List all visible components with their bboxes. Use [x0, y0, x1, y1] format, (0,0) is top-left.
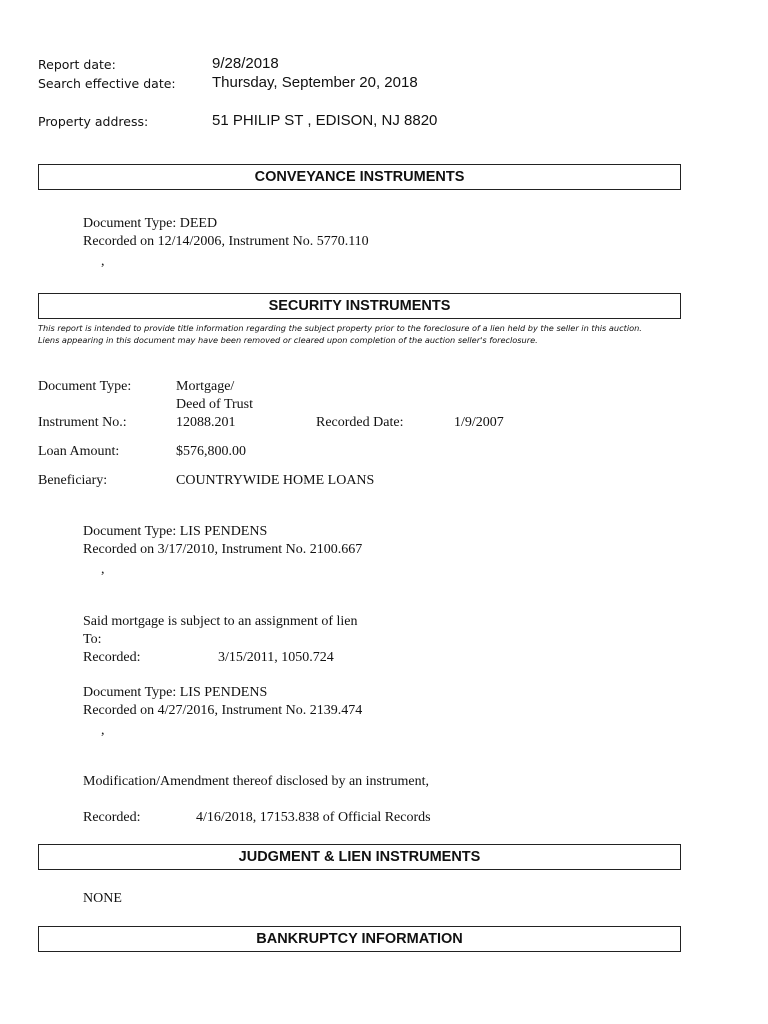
- conveyance-comma: ,: [101, 254, 105, 269]
- lis-pendens-1-instrument-no: 2100.667: [309, 542, 363, 557]
- conveyance-recorded-prefix: Recorded on: [83, 234, 158, 249]
- lis-pendens-2-recorded-prefix: Recorded on: [83, 703, 158, 718]
- report-date-value: 9/28/2018: [212, 55, 279, 72]
- conveyance-recorded-date: 12/14/2006: [157, 234, 222, 249]
- modification-recorded-label: Recorded:: [83, 810, 141, 825]
- mortgage-instrument-label: Instrument No.:: [38, 415, 127, 430]
- mortgage-doc-type-line2: Deed of Trust: [176, 397, 254, 412]
- assignment-recorded-label: Recorded:: [83, 650, 141, 665]
- search-effective-date-value: Thursday, September 20, 2018: [212, 74, 418, 91]
- bankruptcy-section-header: BANKRUPTCY INFORMATION: [38, 926, 681, 952]
- lis-pendens-2-recorded: [83, 702, 362, 720]
- conveyance-instrument-prefix: , Instrument No.: [221, 234, 317, 249]
- mortgage-doc-type-label: Document Type:: [38, 379, 132, 394]
- lis-pendens-2-recorded-date: 4/27/2016: [157, 703, 215, 718]
- beneficiary-value: COUNTRYWIDE HOME LOANS: [176, 473, 375, 488]
- mortgage-recorded-date: 1/9/2007: [454, 415, 504, 430]
- judgment-value: NONE: [83, 891, 122, 906]
- search-effective-date-label: Search effective date:: [38, 76, 176, 91]
- security-disclaimer-line1: This report is intended to provide title information regarding the subject property prior to the foreclosure of a lien held by the seller in this auction.: [38, 323, 642, 333]
- conveyance-section-header: CONVEYANCE INSTRUMENTS: [38, 164, 681, 190]
- mortgage-instrument-no: 12088.201: [176, 415, 236, 430]
- loan-amount-value: $576,800.00: [176, 444, 246, 459]
- judgment-section-header: JUDGMENT & LIEN INSTRUMENTS: [38, 844, 681, 870]
- lis-pendens-2-instrument-no: 2139.474: [309, 703, 363, 718]
- lis-pendens-1-doc-type: [83, 523, 267, 541]
- assignment-to-label: To:: [83, 632, 102, 647]
- mortgage-recorded-date-label: Recorded Date:: [316, 415, 404, 430]
- conveyance-instrument-no: 5770.110: [316, 234, 369, 249]
- conveyance-doc-type-value: DEED: [179, 216, 218, 231]
- conveyance-doc-type-prefix: Document Type:: [83, 216, 180, 231]
- lis-pendens-1-recorded-prefix: Recorded on: [83, 542, 158, 557]
- conveyance-doc-type: [83, 215, 217, 233]
- report-date-label: Report date:: [38, 57, 116, 72]
- conveyance-recorded: [83, 233, 369, 251]
- lis-pendens-2-instrument-prefix: , Instrument No.: [214, 703, 310, 718]
- security-disclaimer-line2: Liens appearing in this document may have been removed or cleared upon completion of the auction seller's foreclosure.: [38, 335, 538, 345]
- lis-pendens-2-doc-type-prefix: Document Type:: [83, 685, 180, 700]
- assignment-line: Said mortgage is subject to an assignment of lien: [83, 614, 358, 629]
- lis-pendens-1-comma: ,: [101, 562, 105, 577]
- property-address-value: 51 PHILIP ST , EDISON, NJ 8820: [212, 112, 438, 129]
- mortgage-doc-type-line1: Mortgage/: [176, 379, 235, 394]
- lis-pendens-1-doc-type-prefix: Document Type:: [83, 524, 180, 539]
- lis-pendens-1-recorded-date: 3/17/2010: [157, 542, 215, 557]
- lis-pendens-1-recorded: [83, 541, 362, 559]
- property-address-label: Property address:: [38, 114, 149, 129]
- assignment-recorded-value: 3/15/2011, 1050.724: [218, 650, 334, 665]
- security-section-header: SECURITY INSTRUMENTS: [38, 293, 681, 319]
- lis-pendens-2-doc-type: [83, 684, 267, 702]
- beneficiary-label: Beneficiary:: [38, 473, 108, 488]
- lis-pendens-1-instrument-prefix: , Instrument No.: [214, 542, 310, 557]
- lis-pendens-2-doc-type-value: LIS PENDENS: [179, 685, 268, 700]
- loan-amount-label: Loan Amount:: [38, 444, 120, 459]
- lis-pendens-2-comma: ,: [101, 723, 105, 738]
- modification-recorded-value: 4/16/2018, 17153.838 of Official Records: [196, 810, 431, 825]
- lis-pendens-1-doc-type-value: LIS PENDENS: [179, 524, 268, 539]
- modification-line: Modification/Amendment thereof disclosed by an instrument,: [83, 774, 430, 789]
